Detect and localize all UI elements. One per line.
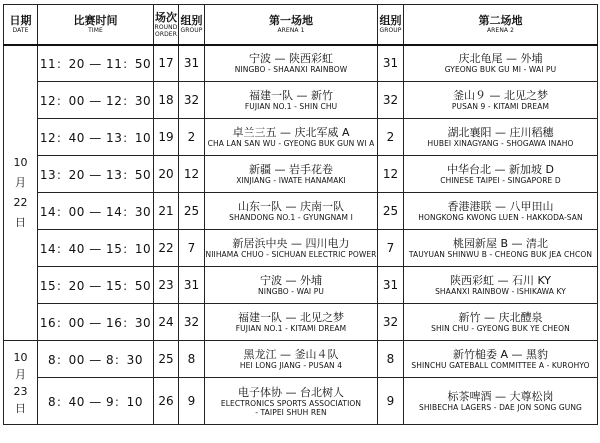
arena1-match: 福建一队 — 新竹 FUJIAN NO.1 - SHIN CHU	[205, 82, 378, 119]
match-time: 15：20 — 15：50	[38, 267, 154, 304]
match-time: 12：40 — 13：10	[38, 119, 154, 156]
group-arena1: 9	[179, 378, 205, 425]
arena2-match: 中华台北 — 新加坡 D CHINESE TAIPEI - SINGAPORE D	[404, 156, 598, 193]
group-arena1: 31	[179, 267, 205, 304]
table-row	[4, 193, 598, 230]
group-arena2: 7	[378, 230, 404, 267]
round-order: 17	[154, 45, 179, 82]
group-arena1: 2	[179, 119, 205, 156]
table-row	[4, 82, 598, 119]
header-row	[4, 5, 598, 45]
group-arena1: 32	[179, 82, 205, 119]
match-time: 8：00 — 8：30	[38, 341, 154, 378]
match-time: 11：20 — 11：50	[38, 45, 154, 82]
arena1-match: 福建一队 — 北见之梦 FUJIAN NO.1 - KITAMI DREAM	[205, 304, 378, 341]
arena2-match: 桃园新屋 B — 清北 TAUYUAN SHINWU B - CHEONG BUK JEA CHCON	[404, 230, 598, 267]
group-arena2: 31	[378, 267, 404, 304]
table-row	[4, 341, 598, 378]
arena2-match: 陕西彩虹 — 石川 KY SHAANXI RAINBOW - ISHIKAWA KY	[404, 267, 598, 304]
arena2-match: 香港港联 — 八甲田山 HONGKONG KWONG LUEN - HAKKODA-SAN	[404, 193, 598, 230]
schedule-table	[3, 4, 598, 425]
round-order: 21	[154, 193, 179, 230]
arena1-match: 山东一队 — 庆南一队 SHANDONG NO.1 - GYUNGNAM I	[205, 193, 378, 230]
header-round: 场次 ROUND ORDER	[154, 5, 179, 45]
group-arena1: 7	[179, 230, 205, 267]
table-row	[4, 304, 598, 341]
arena1-match: 宁波 — 外埔 NINGBO - WAI PU	[205, 267, 378, 304]
date-oct-22: 10 月 22 日	[4, 45, 38, 341]
round-order: 23	[154, 267, 179, 304]
match-time: 8：40 — 9：10	[38, 378, 154, 425]
header-group: 组别 GROUP	[179, 5, 205, 45]
arena1-match: 黑龙江 — 釜山４队 HEI LONG JIANG - PUSAN 4	[205, 341, 378, 378]
table-row	[4, 230, 598, 267]
round-order: 20	[154, 156, 179, 193]
group-arena2: 9	[378, 378, 404, 425]
header-arena1: 第一场地 ARENA 1	[205, 5, 378, 45]
group-arena2: 31	[378, 45, 404, 82]
arena1-match: 电子体协 — 台北树人 ELECTRONICS SPORTS ASSOCIATION - TAIPEI SHUH REN	[205, 378, 378, 425]
arena2-match: 湖北襄阳 — 庄川稻穗 HUBEI XINAGYANG - SHOGAWA INAHO	[404, 119, 598, 156]
group-arena2: 12	[378, 156, 404, 193]
arena1-match: 新居浜中央 — 四川电力 NIIHAMA CHUO - SICHUAN ELECTRIC POWER	[205, 230, 378, 267]
header-date: 日期 DATE	[4, 5, 38, 45]
group-arena2: 8	[378, 341, 404, 378]
round-order: 22	[154, 230, 179, 267]
table-row	[4, 119, 598, 156]
round-order: 25	[154, 341, 179, 378]
round-order: 26	[154, 378, 179, 425]
round-order: 19	[154, 119, 179, 156]
round-order: 24	[154, 304, 179, 341]
table-row	[4, 267, 598, 304]
match-time: 12：00 — 12：30	[38, 82, 154, 119]
match-time: 14：40 — 15：10	[38, 230, 154, 267]
group-arena1: 12	[179, 156, 205, 193]
arena1-match: 新疆 — 岩手花卷 XINJIANG - IWATE HANAMAKI	[205, 156, 378, 193]
arena2-match: 釜山９ — 北见之梦 PUSAN 9 - KITAMI DREAM	[404, 82, 598, 119]
arena2-match: 标茶啤酒 — 大尊松岗 SHIBECHA LAGERS - DAE JON SONG GUNG	[404, 378, 598, 425]
header-group-2: 组别 GROUP	[378, 5, 404, 45]
group-arena1: 25	[179, 193, 205, 230]
match-time: 16：00 — 16：30	[38, 304, 154, 341]
match-time: 13：20 — 13：50	[38, 156, 154, 193]
group-arena2: 25	[378, 193, 404, 230]
group-arena2: 32	[378, 304, 404, 341]
header-time: 比赛时间 TIME	[38, 5, 154, 45]
group-arena1: 31	[179, 45, 205, 82]
arena1-match: 宁波 — 陕西彩虹 NINGBO - SHAANXI RAINBOW	[205, 45, 378, 82]
group-arena1: 32	[179, 304, 205, 341]
group-arena1: 8	[179, 341, 205, 378]
group-arena2: 2	[378, 119, 404, 156]
arena2-match: 新竹槌委 A — 黑豹 SHINCHU GATEBALL COMMITTEE A - KUROHYO	[404, 341, 598, 378]
group-arena2: 32	[378, 82, 404, 119]
table-row	[4, 378, 598, 425]
arena1-match: 卓兰三五 — 庆北军威 A CHA LAN SAN WU - GYEONG BUK GUN WI A	[205, 119, 378, 156]
round-order: 18	[154, 82, 179, 119]
arena2-match: 新竹 — 庆北醴泉 SHIN CHU - GYEONG BUK YE CHEON	[404, 304, 598, 341]
match-time: 14：00 — 14：30	[38, 193, 154, 230]
schedule-sheet	[3, 4, 598, 425]
header-arena2: 第二场地 ARENA 2	[404, 5, 598, 45]
date-oct-23: 10 月 23 日	[4, 341, 38, 425]
table-row	[4, 45, 598, 82]
table-row	[4, 156, 598, 193]
arena2-match: 庆北龟尾 — 外埔 GYEONG BUK GU MI - WAI PU	[404, 45, 598, 82]
